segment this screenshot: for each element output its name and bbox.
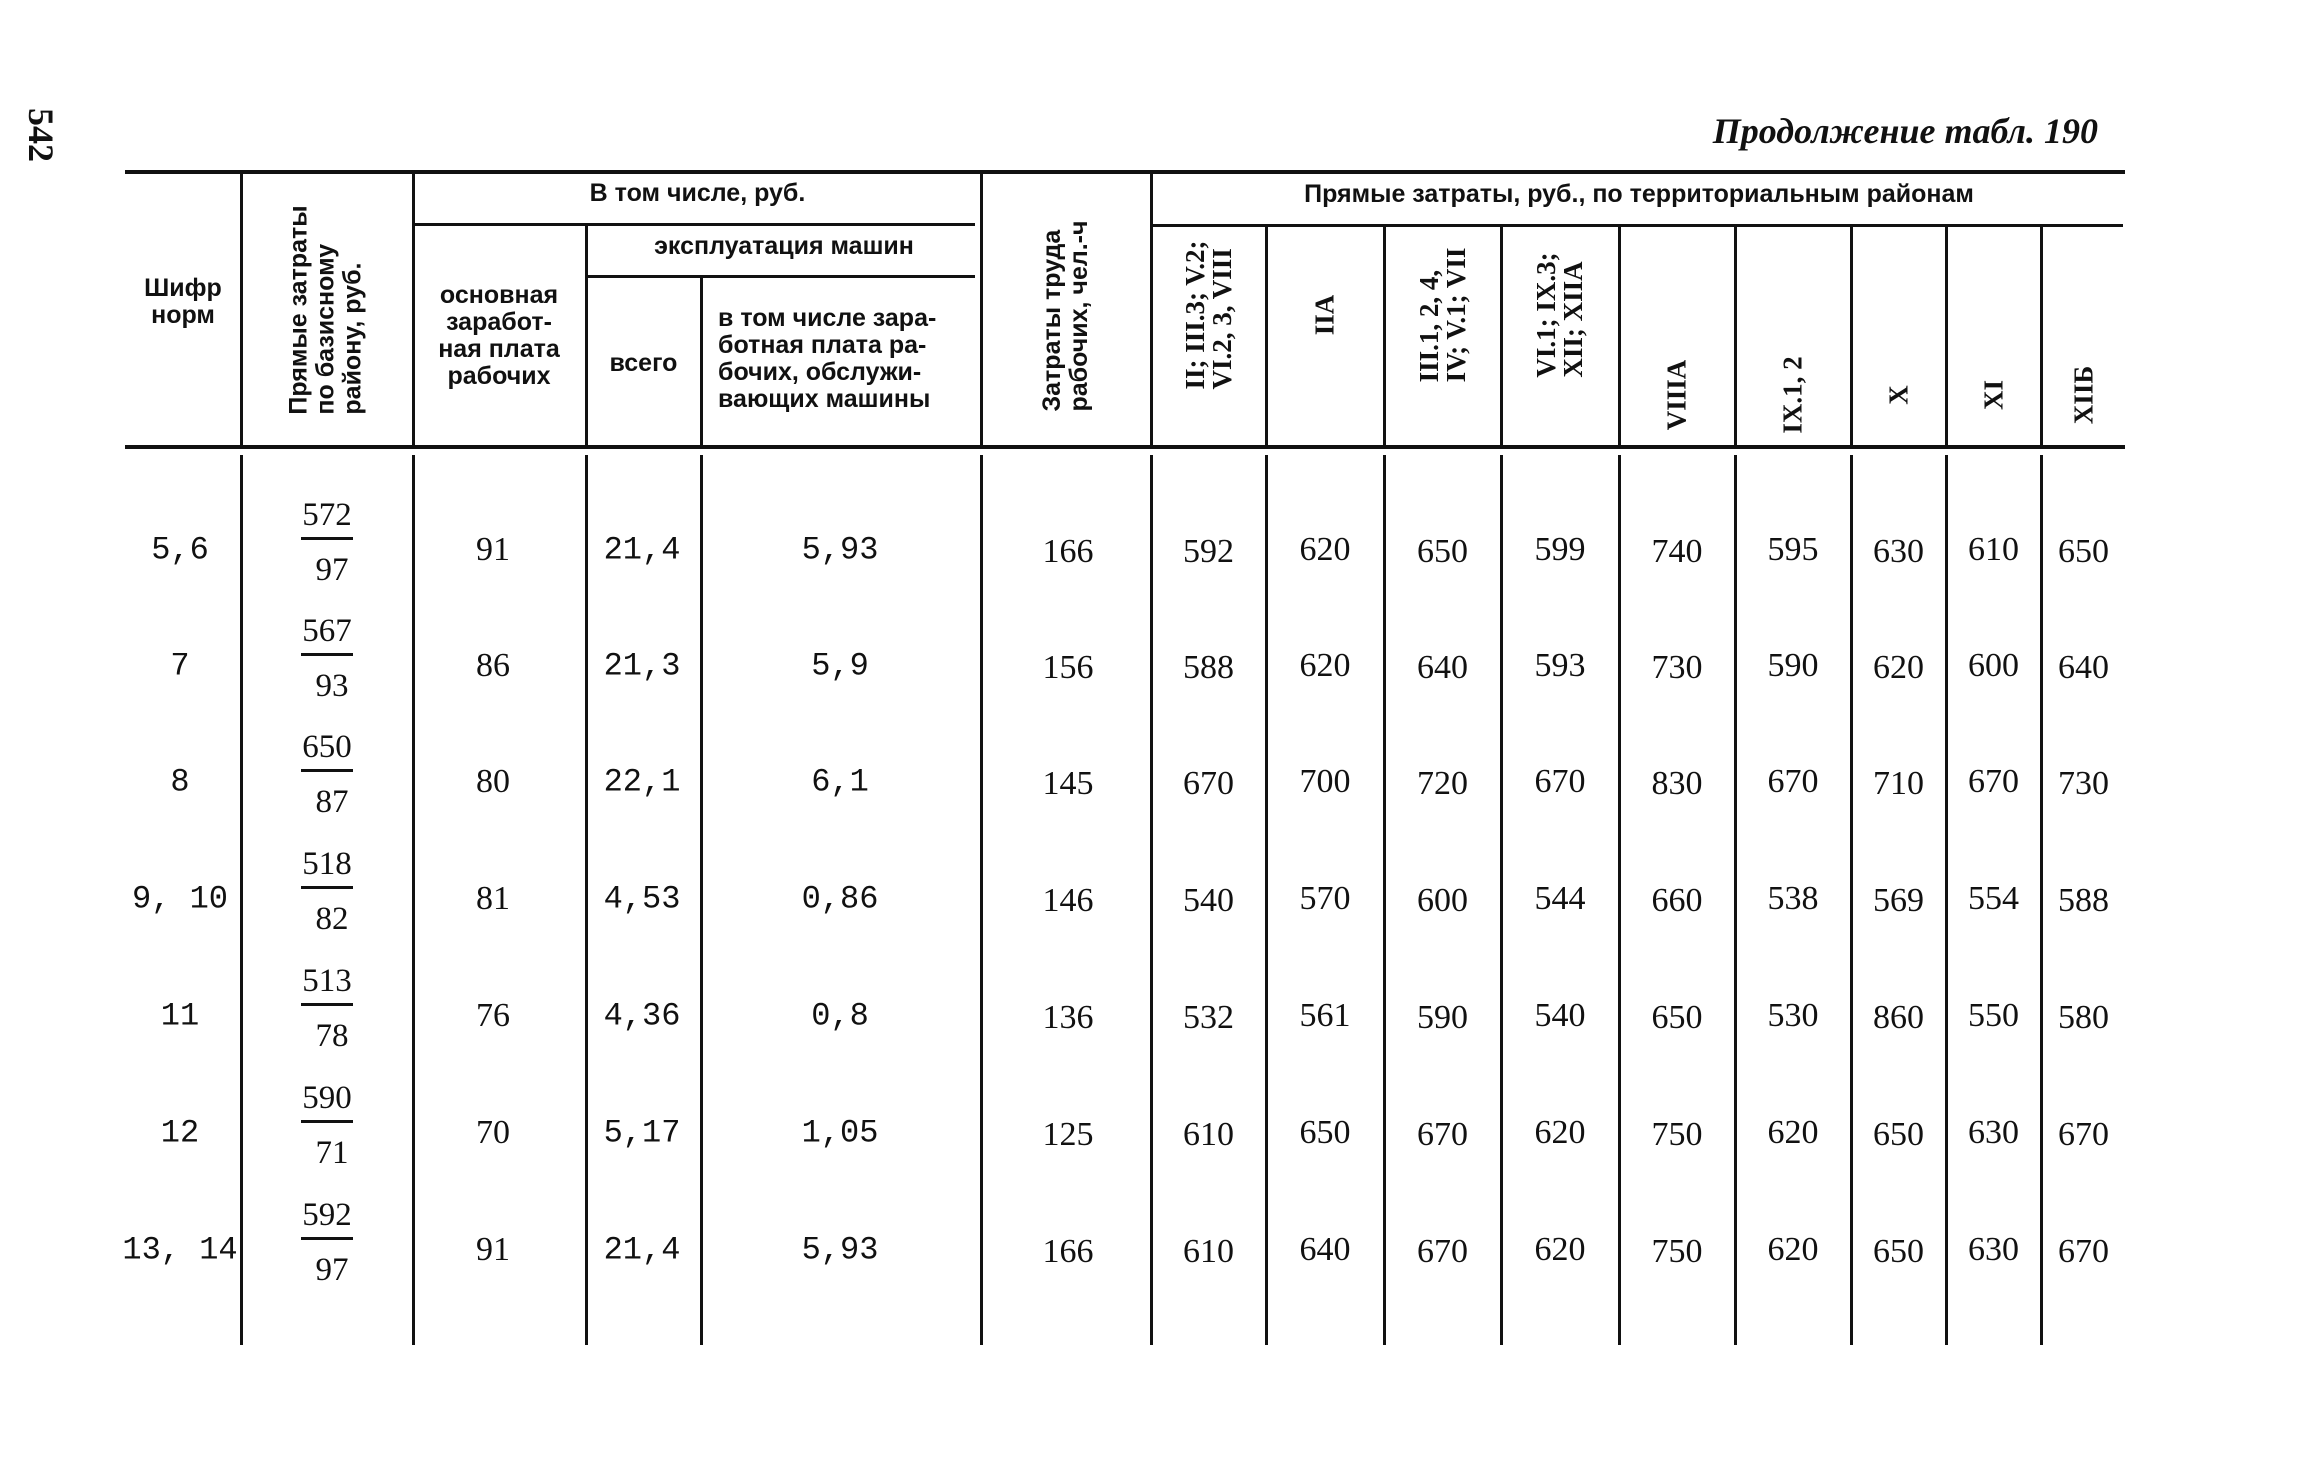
row-4-region-7: 569 <box>1873 882 1924 919</box>
row-6-code: 12 <box>160 1114 200 1152</box>
row-1-region-2: 620 <box>1299 531 1351 568</box>
row-5-region-4: 540 <box>1534 997 1586 1034</box>
header-base-cost: Прямые затраты по базисному району, руб. <box>284 205 367 415</box>
row-1-base-cost <box>287 495 367 590</box>
fraction-bar <box>301 653 353 656</box>
row-6-basic-wage: 70 <box>476 1114 510 1151</box>
header-column-rule-14 <box>2040 226 2043 445</box>
row-1-region-9: 650 <box>2058 533 2109 570</box>
header-column-rule-9 <box>1500 226 1503 445</box>
header-machine-operation: эксплуатация машин <box>654 232 914 260</box>
body-column-rule-14 <box>2040 455 2043 1345</box>
row-1-region-3: 650 <box>1417 533 1468 570</box>
header-column-rule-6 <box>1150 172 1153 445</box>
row-1-machine-wage: 5,93 <box>801 531 879 569</box>
header-region-1: II; III.3; V.2; VI.2, 3, VIII <box>1179 240 1237 390</box>
header-region-2: IIA <box>1309 294 1340 336</box>
row-7-basic-wage: 91 <box>476 1231 510 1268</box>
row-7-machine-total: 21,4 <box>603 1231 681 1269</box>
row-4-labor: 146 <box>1042 882 1094 919</box>
row-4-base-cost-denominator: 82 <box>315 901 349 937</box>
row-3-base-cost-denominator: 87 <box>315 784 349 820</box>
body-column-rule-5 <box>980 455 983 1345</box>
row-1-region-5: 740 <box>1651 533 1703 570</box>
row-2-region-9: 640 <box>2058 649 2109 686</box>
row-3-region-4: 670 <box>1534 763 1586 800</box>
header-regional: Прямые затраты, руб., по территориальным районам <box>1304 180 1974 208</box>
row-2-base-cost-denominator: 93 <box>315 668 349 704</box>
header-column-rule-5 <box>980 172 983 445</box>
row-6-region-2: 650 <box>1299 1114 1351 1151</box>
regional-group-rule <box>1153 224 2123 227</box>
body-column-rule-11 <box>1734 455 1737 1345</box>
body-column-rule-2 <box>412 455 415 1345</box>
row-3-base-cost-numerator: 650 <box>302 729 352 765</box>
row-7-base-cost-denominator: 97 <box>315 1252 349 1288</box>
header-column-rule-4 <box>700 278 703 445</box>
row-5-machine-wage: 0,8 <box>811 997 869 1035</box>
header-machine-wage: в том числе зара- ботная плата ра- бочих, обслужи- вающих машины <box>718 304 937 413</box>
row-5-machine-total: 4,36 <box>603 997 681 1035</box>
row-7-region-8: 630 <box>1968 1231 2019 1268</box>
row-1-region-7: 630 <box>1873 533 1924 570</box>
page-number: 542 <box>21 108 61 162</box>
machine-group-rule <box>588 275 975 278</box>
row-6-region-7: 650 <box>1873 1116 1924 1153</box>
row-4-region-6: 538 <box>1767 880 1819 917</box>
row-3-code: 8 <box>170 763 190 801</box>
row-3-basic-wage: 80 <box>476 763 510 800</box>
row-6-region-5: 750 <box>1651 1116 1703 1153</box>
row-2-base-cost-numerator: 567 <box>302 613 352 649</box>
row-4-code: 9, 10 <box>131 880 229 918</box>
body-column-rule-3 <box>585 455 588 1345</box>
row-4-region-5: 660 <box>1651 882 1703 919</box>
row-5-region-2: 561 <box>1299 997 1351 1034</box>
row-3-machine-total: 22,1 <box>603 763 681 801</box>
row-1-base-cost-denominator: 97 <box>315 552 349 588</box>
row-3-region-2: 700 <box>1299 763 1351 800</box>
row-1-region-8: 610 <box>1968 531 2019 568</box>
header-column-rule-10 <box>1618 226 1621 445</box>
table-top-rule <box>125 170 2125 174</box>
row-1-base-cost-numerator: 572 <box>302 497 352 533</box>
row-3-region-7: 710 <box>1873 765 1924 802</box>
header-region-5: VIIIA <box>1661 359 1692 431</box>
header-region-8: XI <box>1978 379 2008 411</box>
row-5-region-3: 590 <box>1417 999 1468 1036</box>
header-machine-total: всего <box>609 349 678 377</box>
row-7-region-3: 670 <box>1417 1233 1468 1270</box>
row-2-region-7: 620 <box>1873 649 1924 686</box>
header-basic-wage: основная заработ- ная плата рабочих <box>438 281 560 390</box>
row-7-labor: 166 <box>1042 1233 1094 1270</box>
header-including: В том числе, руб. <box>589 179 806 207</box>
row-7-region-2: 640 <box>1299 1231 1351 1268</box>
row-6-base-cost-denominator: 71 <box>315 1135 349 1171</box>
row-1-labor: 166 <box>1042 533 1094 570</box>
row-4-machine-wage: 0,86 <box>801 880 879 918</box>
row-2-region-6: 590 <box>1767 647 1819 684</box>
row-4-region-4: 544 <box>1534 880 1586 917</box>
row-7-base-cost <box>287 1195 367 1290</box>
row-3-region-9: 730 <box>2058 765 2109 802</box>
row-4-region-1: 540 <box>1183 882 1234 919</box>
row-6-machine-wage: 1,05 <box>801 1114 879 1152</box>
row-5-region-6: 530 <box>1767 997 1819 1034</box>
row-7-region-1: 610 <box>1183 1233 1234 1270</box>
row-6-region-4: 620 <box>1534 1114 1586 1151</box>
body-column-rule-13 <box>1945 455 1948 1345</box>
row-7-region-9: 670 <box>2058 1233 2109 1270</box>
row-2-labor: 156 <box>1042 649 1094 686</box>
row-1-region-6: 595 <box>1767 531 1819 568</box>
row-4-region-3: 600 <box>1417 882 1468 919</box>
row-5-base-cost <box>287 961 367 1056</box>
row-6-region-8: 630 <box>1968 1114 2019 1151</box>
row-2-region-1: 588 <box>1183 649 1234 686</box>
fraction-bar <box>301 1237 353 1240</box>
header-column-rule-1 <box>240 172 243 445</box>
row-1-machine-total: 21,4 <box>603 531 681 569</box>
header-region-3: III.1, 2, 4, IV; V.1; VII <box>1413 247 1471 383</box>
row-6-base-cost-numerator: 590 <box>302 1080 352 1116</box>
table-caption: Продолжение табл. 190 <box>1712 111 2098 151</box>
header-column-rule-7 <box>1265 226 1268 445</box>
header-column-rule-8 <box>1383 226 1386 445</box>
row-1-basic-wage: 91 <box>476 531 510 568</box>
header-column-rule-13 <box>1945 226 1948 445</box>
row-4-basic-wage: 81 <box>476 880 510 917</box>
row-7-base-cost-numerator: 592 <box>302 1197 352 1233</box>
row-5-region-8: 550 <box>1968 997 2019 1034</box>
header-region-9: XIIБ <box>2068 365 2098 425</box>
row-2-code: 7 <box>170 647 190 685</box>
row-4-base-cost <box>287 844 367 939</box>
body-column-rule-12 <box>1850 455 1853 1345</box>
row-2-machine-wage: 5,9 <box>811 647 869 685</box>
body-column-rule-6 <box>1150 455 1153 1345</box>
row-6-region-3: 670 <box>1417 1116 1468 1153</box>
body-column-rule-9 <box>1500 455 1503 1345</box>
row-5-base-cost-numerator: 513 <box>302 963 352 999</box>
row-5-labor: 136 <box>1042 999 1094 1036</box>
row-3-base-cost <box>287 727 367 822</box>
body-column-rule-7 <box>1265 455 1268 1345</box>
row-7-region-5: 750 <box>1651 1233 1703 1270</box>
row-7-machine-wage: 5,93 <box>801 1231 879 1269</box>
row-2-region-3: 640 <box>1417 649 1468 686</box>
header-bottom-rule <box>125 445 2125 449</box>
row-7-region-4: 620 <box>1534 1231 1586 1268</box>
row-2-basic-wage: 86 <box>476 647 510 684</box>
row-5-basic-wage: 76 <box>476 997 510 1034</box>
row-6-region-6: 620 <box>1767 1114 1819 1151</box>
row-2-region-8: 600 <box>1968 647 2019 684</box>
row-6-region-1: 610 <box>1183 1116 1234 1153</box>
row-3-region-8: 670 <box>1968 763 2019 800</box>
body-column-rule-1 <box>240 455 243 1345</box>
header-code: Шифр норм <box>144 274 222 329</box>
row-5-region-9: 580 <box>2058 999 2109 1036</box>
body-column-rule-8 <box>1383 455 1386 1345</box>
row-7-region-7: 650 <box>1873 1233 1924 1270</box>
header-region-4: VI.1; IX.3; XII; XIIA <box>1531 252 1588 378</box>
row-2-machine-total: 21,3 <box>603 647 681 685</box>
row-2-region-4: 593 <box>1534 647 1586 684</box>
row-4-base-cost-numerator: 518 <box>302 846 352 882</box>
row-5-base-cost-denominator: 78 <box>315 1018 349 1054</box>
row-3-region-6: 670 <box>1767 763 1819 800</box>
row-5-region-7: 860 <box>1873 999 1924 1036</box>
row-3-region-5: 830 <box>1651 765 1703 802</box>
row-5-code: 11 <box>160 997 200 1035</box>
fraction-bar <box>301 769 353 772</box>
header-labor: Затраты труда рабочих, чел.-ч <box>1038 220 1093 412</box>
row-6-base-cost <box>287 1078 367 1173</box>
fraction-bar <box>301 1003 353 1006</box>
header-region-6: IX.1, 2 <box>1777 356 1808 434</box>
body-column-rule-4 <box>700 455 703 1345</box>
fraction-bar <box>301 886 353 889</box>
row-1-region-1: 592 <box>1183 533 1234 570</box>
row-4-region-9: 588 <box>2058 882 2109 919</box>
row-2-base-cost <box>287 611 367 706</box>
fraction-bar <box>301 1120 353 1123</box>
row-2-region-2: 620 <box>1299 647 1351 684</box>
fraction-bar <box>301 537 353 540</box>
row-4-region-8: 554 <box>1968 880 2019 917</box>
including-group-rule <box>415 223 975 226</box>
row-6-machine-total: 5,17 <box>603 1114 681 1152</box>
header-column-rule-12 <box>1850 226 1853 445</box>
row-4-region-2: 570 <box>1299 880 1351 917</box>
row-6-labor: 125 <box>1042 1116 1094 1153</box>
row-7-code: 13, 14 <box>122 1231 238 1269</box>
row-1-region-4: 599 <box>1534 531 1586 568</box>
header-region-7: X <box>1883 385 1913 405</box>
row-3-region-3: 720 <box>1417 765 1468 802</box>
row-1-code: 5,6 <box>151 531 209 569</box>
row-6-region-9: 670 <box>2058 1116 2109 1153</box>
row-7-region-6: 620 <box>1767 1231 1819 1268</box>
row-3-machine-wage: 6,1 <box>811 763 869 801</box>
row-2-region-5: 730 <box>1651 649 1703 686</box>
row-4-machine-total: 4,53 <box>603 880 681 918</box>
row-3-labor: 145 <box>1042 765 1094 802</box>
body-column-rule-10 <box>1618 455 1621 1345</box>
row-5-region-1: 532 <box>1183 999 1234 1036</box>
header-column-rule-11 <box>1734 226 1737 445</box>
row-3-region-1: 670 <box>1183 765 1234 802</box>
header-column-rule-3 <box>585 226 588 445</box>
row-5-region-5: 650 <box>1651 999 1703 1036</box>
